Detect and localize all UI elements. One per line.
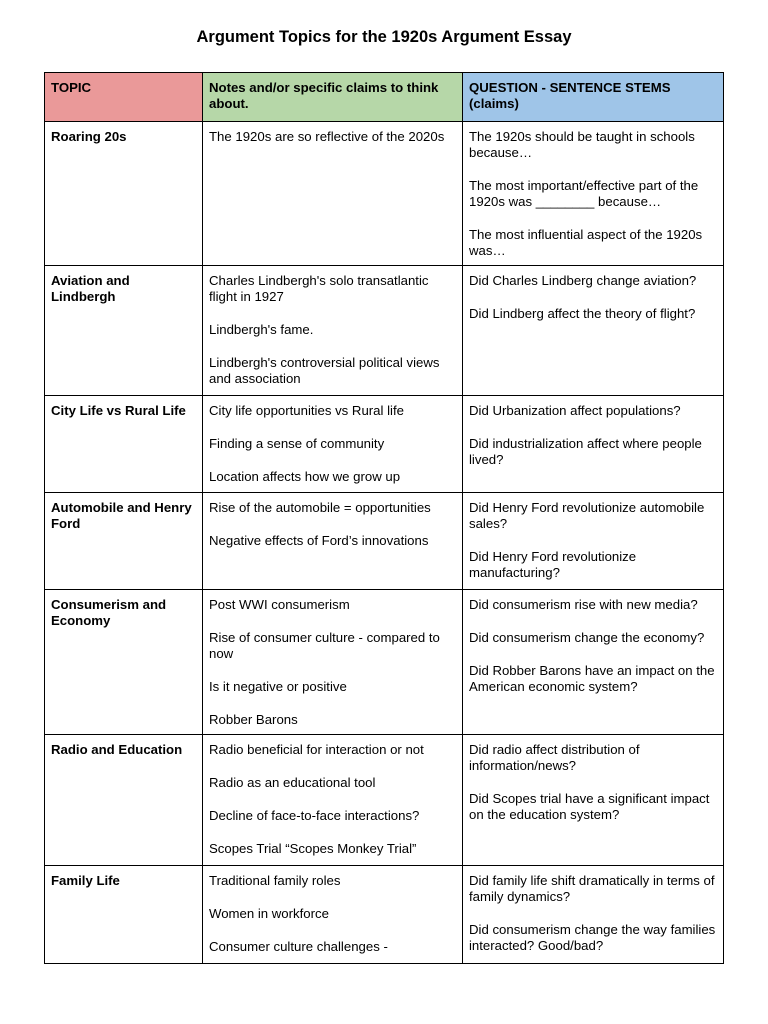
note-item: Lindbergh's controversial political views and association: [209, 355, 440, 386]
topic-cell: Radio and Education: [45, 735, 203, 866]
question-item: Did Robber Barons have an impact on the American economic system?: [469, 663, 715, 694]
question-item: Did Henry Ford revolutionize manufacturing?: [469, 549, 637, 580]
questions-cell: [463, 735, 724, 866]
document-title: Argument Topics for the 1920s Argument Essay: [196, 28, 572, 46]
question-item: Did consumerism rise with new media?: [469, 597, 698, 612]
topic-cell: City Life vs Rural Life: [45, 396, 203, 493]
topic-cell: Aviation and Lindbergh: [45, 266, 203, 396]
question-item: Did Urbanization affect populations?: [469, 403, 681, 418]
note-item: Lindbergh's fame.: [209, 322, 314, 337]
note-item: Post WWI consumerism: [209, 597, 350, 612]
question-item: Did radio affect distribution of information/news?: [469, 742, 640, 773]
note-item: Traditional family roles: [209, 873, 341, 888]
header-topic: TOPIC: [45, 73, 203, 122]
note-item: Location affects how we grow up: [209, 469, 401, 484]
questions-cell: [463, 396, 724, 493]
table-header-row: [45, 73, 724, 122]
note-item: The 1920s are so reflective of the 2020s: [209, 129, 445, 144]
topic-cell: Roaring 20s: [45, 122, 203, 266]
notes-cell: [203, 590, 463, 735]
note-item: Radio as an educational tool: [209, 775, 376, 790]
table-row: [45, 590, 724, 735]
header-questions: QUESTION - SENTENCE STEMS (claims): [463, 73, 724, 122]
questions-cell: [463, 493, 724, 590]
note-item: Is it negative or positive: [209, 679, 347, 694]
table-row: [45, 493, 724, 590]
note-item: Rise of consumer culture - compared to now: [209, 630, 440, 661]
table-row: [45, 735, 724, 866]
questions-cell: [463, 866, 724, 964]
note-item: Women in workforce: [209, 906, 329, 921]
note-item: Radio beneficial for interaction or not: [209, 742, 424, 757]
question-item: Did consumerism change the way families interacted? Good/bad?: [469, 922, 716, 953]
note-item: Consumer culture challenges -: [209, 939, 388, 954]
notes-cell: [203, 396, 463, 493]
note-item: Scopes Trial “Scopes Monkey Trial”: [209, 841, 417, 856]
question-item: Did Charles Lindberg change aviation?: [469, 273, 697, 288]
notes-cell: [203, 493, 463, 590]
question-item: Did family life shift dramatically in terms of family dynamics?: [469, 873, 715, 904]
note-item: Negative effects of Ford’s innovations: [209, 533, 429, 548]
topic-cell: Family Life: [45, 866, 203, 964]
question-item: The most important/effective part of the 1920s was ________ because…: [469, 178, 699, 209]
question-item: Did Lindberg affect the theory of flight?: [469, 306, 696, 321]
questions-cell: [463, 590, 724, 735]
question-item: Did Henry Ford revolutionize automobile sales?: [469, 500, 705, 531]
note-item: Charles Lindbergh's solo transatlantic flight in 1927: [209, 273, 429, 304]
note-item: Robber Barons: [209, 712, 298, 727]
header-notes: Notes and/or specific claims to think about.: [203, 73, 463, 122]
topic-cell: Consumerism and Economy: [45, 590, 203, 735]
table-row: [45, 266, 724, 396]
topic-cell: Automobile and Henry Ford: [45, 493, 203, 590]
question-item: The most influential aspect of the 1920s was…: [469, 227, 703, 258]
note-item: Rise of the automobile = opportunities: [209, 500, 431, 515]
table-row: [45, 122, 724, 266]
table-row: [45, 866, 724, 964]
note-item: Decline of face-to-face interactions?: [209, 808, 420, 823]
notes-cell: [203, 122, 463, 266]
notes-cell: [203, 266, 463, 396]
notes-cell: [203, 735, 463, 866]
topics-table: [44, 72, 724, 964]
note-item: Finding a sense of community: [209, 436, 385, 451]
questions-cell: [463, 266, 724, 396]
notes-cell: [203, 866, 463, 964]
question-item: Did consumerism change the economy?: [469, 630, 705, 645]
question-item: The 1920s should be taught in schools because…: [469, 129, 695, 160]
note-item: City life opportunities vs Rural life: [209, 403, 404, 418]
questions-cell: [463, 122, 724, 266]
question-item: Did Scopes trial have a significant impact on the education system?: [469, 791, 710, 822]
table-row: [45, 396, 724, 493]
question-item: Did industrialization affect where people lived?: [469, 436, 702, 467]
